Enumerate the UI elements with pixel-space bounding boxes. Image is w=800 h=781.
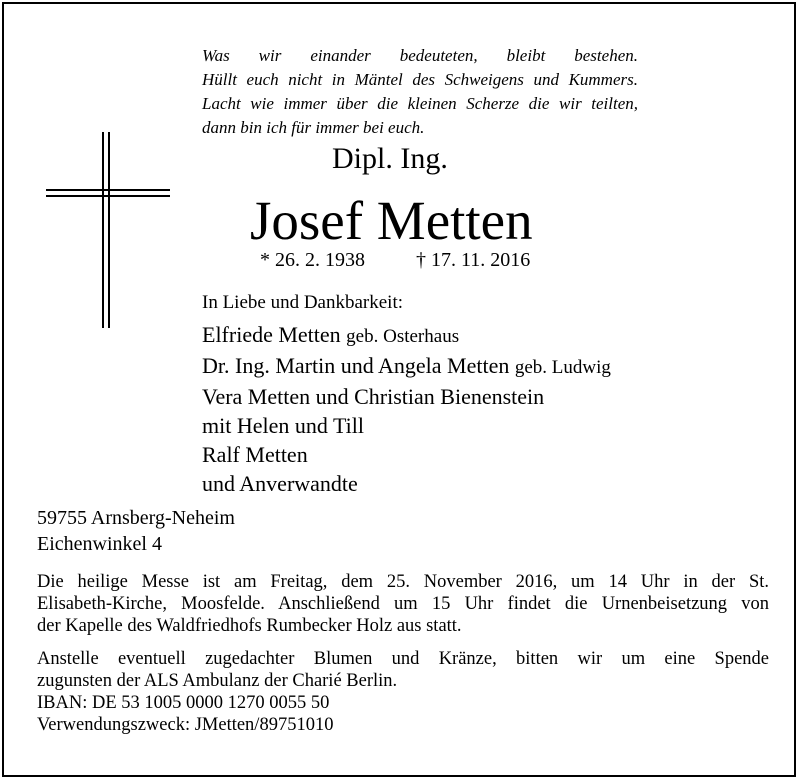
mourner-maiden-name: geb. Ludwig (514, 357, 611, 378)
service-line: der Kapelle des Waldfriedhofs Rumbecker Holz aus statt. (37, 616, 462, 636)
cross-vertical-bar (108, 132, 110, 328)
mourner-name: und Anverwandte (202, 471, 358, 496)
mourner-row (202, 320, 611, 351)
poem-line: Was wir einander bedeuteten, bleibt bestehen. (202, 46, 638, 65)
mourners-intro: In Liebe und Dankbarkeit: (202, 292, 404, 313)
mourners-list (202, 320, 611, 498)
cross-horizontal-bar (46, 195, 170, 197)
mourner-name: Vera Metten und Christian Bienenstein (202, 384, 545, 409)
address-city: 59755 Arnsberg-Neheim (37, 507, 235, 529)
mourner-row (202, 411, 611, 440)
mourner-name: Ralf Metten (202, 442, 308, 467)
obituary-notice (2, 2, 796, 777)
donation-notice (37, 648, 769, 736)
mourner-row (202, 351, 611, 382)
poem-line: Hüllt euch nicht in Mäntel des Schweigens und Kummers. (202, 70, 638, 89)
service-announcement (37, 571, 769, 637)
cross-vertical-bar (102, 132, 104, 328)
cross-horizontal-bar (46, 189, 170, 191)
death-date: † 17. 11. 2016 (416, 249, 531, 271)
service-line: Die heilige Messe ist am Freitag, dem 25. November 2016, um 14 Uhr in der St. (37, 572, 769, 592)
mourner-row (202, 469, 611, 498)
donation-line: zugunsten der ALS Ambulanz der Charié Berlin. (37, 671, 398, 691)
donation-line: Anstelle eventuell zugedachter Blumen und Kränze, bitten wir um eine Spende (37, 649, 769, 669)
deceased-name: Josef Metten (250, 190, 533, 251)
service-line: Elisabeth-Kirche, Moosfelde. Anschließend um 15 Uhr findet die Urnenbeisetzung von (37, 594, 769, 614)
poem-line: Lacht wie immer über die kleinen Scherze die wir teilten, (202, 94, 638, 113)
mourner-maiden-name: geb. Osterhaus (346, 326, 460, 347)
donation-purpose: Verwendungszweck: JMetten/89751010 (37, 715, 334, 735)
poem-line: dann bin ich für immer bei euch. (202, 118, 425, 137)
mourner-name: Elfriede Metten (202, 322, 341, 347)
birth-date: * 26. 2. 1938 (260, 249, 365, 271)
mourner-row (202, 440, 611, 469)
address-street: Eichenwinkel 4 (37, 533, 162, 555)
deceased-title: Dipl. Ing. (332, 142, 448, 175)
mourner-name: Dr. Ing. Martin und Angela Metten (202, 353, 510, 378)
memorial-poem (202, 44, 638, 140)
mourner-row (202, 382, 611, 411)
family-address (37, 505, 235, 557)
donation-iban: IBAN: DE 53 1005 0000 1270 0055 50 (37, 693, 330, 713)
mourner-name: mit Helen und Till (202, 413, 364, 438)
